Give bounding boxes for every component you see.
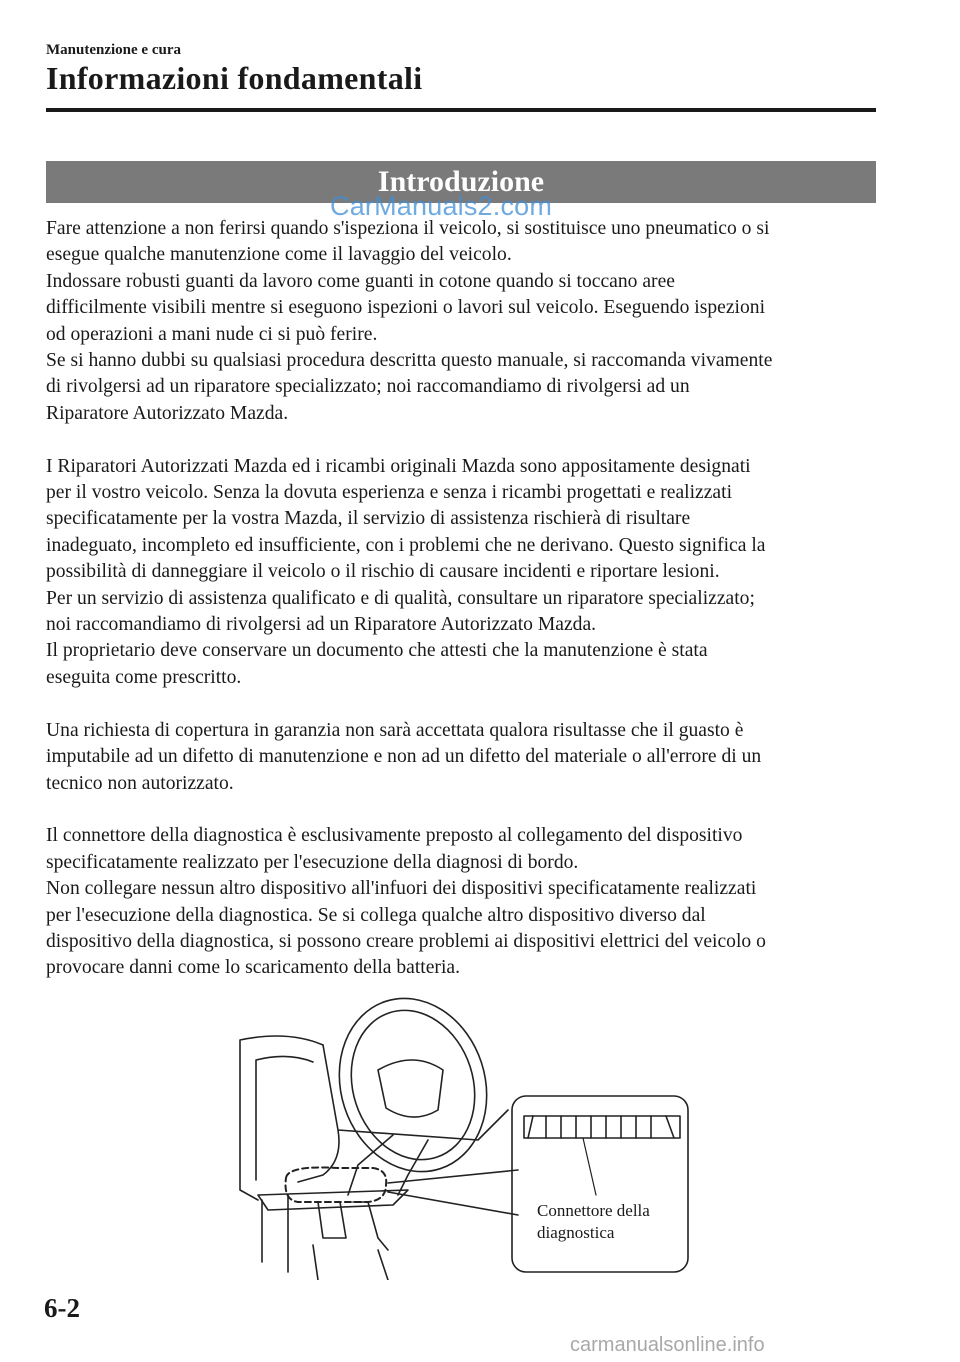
text-line: tecnico non autorizzato. (46, 772, 234, 794)
text-line: dispositivo della diagnostica, si possono creare problemi ai dispositivi elettrici del veicolo o (46, 930, 766, 952)
text-line: Fare attenzione a non ferirsi quando s'ispeziona il veicolo, si sostituisce uno pneumatico o si (46, 218, 770, 239)
text-line: per il vostro veicolo. Senza la dovuta esperienza e senza i ricambi progettati e realizzati (46, 482, 733, 504)
text-line: noi raccomandiamo di rivolgersi ad un Riparatore Autorizzato Mazda. (46, 614, 597, 636)
callout-line-1: Connettore della (537, 1201, 650, 1220)
text-line: Riparatore Autorizzato Mazda. (46, 402, 289, 424)
chapter-label: Manutenzione e cura (46, 42, 181, 58)
text-line: Il proprietario deve conservare un documento che attesti che la manutenzione è stata (46, 640, 708, 662)
text-line: Indossare robusti guanti da lavoro come guanti in cotone quando si toccano aree (46, 270, 675, 292)
steering-wheel-icon (317, 990, 508, 1191)
paragraph (46, 823, 881, 981)
text-line: I Riparatori Autorizzati Mazda ed i ricambi originali Mazda sono appositamente designati (46, 455, 751, 477)
text-line: Se si hanno dubbi su qualsiasi procedura descritta questo manuale, si raccomanda vivamente (46, 350, 773, 372)
connector-pins-icon (524, 1116, 680, 1138)
text-line: per l'esecuzione della diagnostica. Se si collega qualche altro dispositivo diverso dal (46, 904, 706, 926)
text-line: imputabile ad un difetto di manutenzione e non ad un difetto del materiale o all'errore di un (46, 746, 762, 768)
text-line: Per un servizio di assistenza qualificato e di qualità, consultare un riparatore specializzato; (46, 587, 755, 609)
connector-pointer (583, 1138, 596, 1195)
paragraph (46, 454, 881, 692)
lower-panel (258, 1190, 408, 1210)
dashboard-lower (298, 1045, 508, 1182)
section-title: Informazioni fondamentali (46, 60, 423, 96)
callout-label (537, 1200, 650, 1244)
text-line: specificatamente per la vostra Mazda, il servizio di assistenza rischierà di risultare (46, 508, 691, 530)
callout-box (512, 1096, 688, 1272)
paragraph (46, 216, 881, 427)
watermark-bottom: carmanualsonline.info (570, 1334, 765, 1356)
steering-column (348, 1135, 428, 1195)
text-line: specificatamente realizzato per l'esecuzione della diagnosi di bordo. (46, 851, 579, 873)
paragraph (46, 718, 881, 797)
floor-lines (313, 1245, 388, 1280)
body-text (46, 216, 881, 1008)
text-line: provocare danni come lo scaricamento della batteria. (46, 957, 460, 979)
text-line: Non collegare nessun altro dispositivo all'infuori dei dispositivi specificatamente realizzati (46, 878, 757, 900)
text-line: Il connettore della diagnostica è esclusivamente preposto al collegamento del dispositivo (46, 825, 743, 847)
pedal-right (353, 1202, 388, 1250)
page-number: 6-2 (44, 1293, 80, 1323)
text-line: od operazioni a mani nude ci si può ferire. (46, 323, 378, 345)
header-rule (46, 108, 876, 112)
steering-hub (378, 1060, 443, 1117)
text-line: inadeguato, incompleto ed insufficiente, con i problemi che ne derivano. Questo significa la (46, 534, 766, 556)
text-line: esegue qualche manutenzione come il lavaggio del veicolo. (46, 244, 512, 266)
text-line: di rivolgersi ad un riparatore specializzato; noi raccomandiamo di rivolgersi ad un (46, 376, 690, 398)
callout-line-2: diagnostica (537, 1223, 615, 1242)
text-line: Una richiesta di copertura in garanzia non sarà accettata qualora risultasse che il guasto è (46, 719, 744, 741)
section-banner: Introduzione (46, 161, 876, 203)
text-line: possibilità di danneggiare il veicolo o il rischio di causare incidenti e riportare lesioni. (46, 561, 720, 583)
text-line: difficilmente visibili mentre si eseguono ispezioni o lavori sul veicolo. Eseguendo ispezioni (46, 297, 766, 319)
dash-panel-inner (256, 1056, 313, 1180)
watermark-top: CarManuals2.com (330, 191, 553, 221)
connector-highlight (286, 1167, 387, 1202)
text-line: eseguita come prescritto. (46, 666, 242, 688)
